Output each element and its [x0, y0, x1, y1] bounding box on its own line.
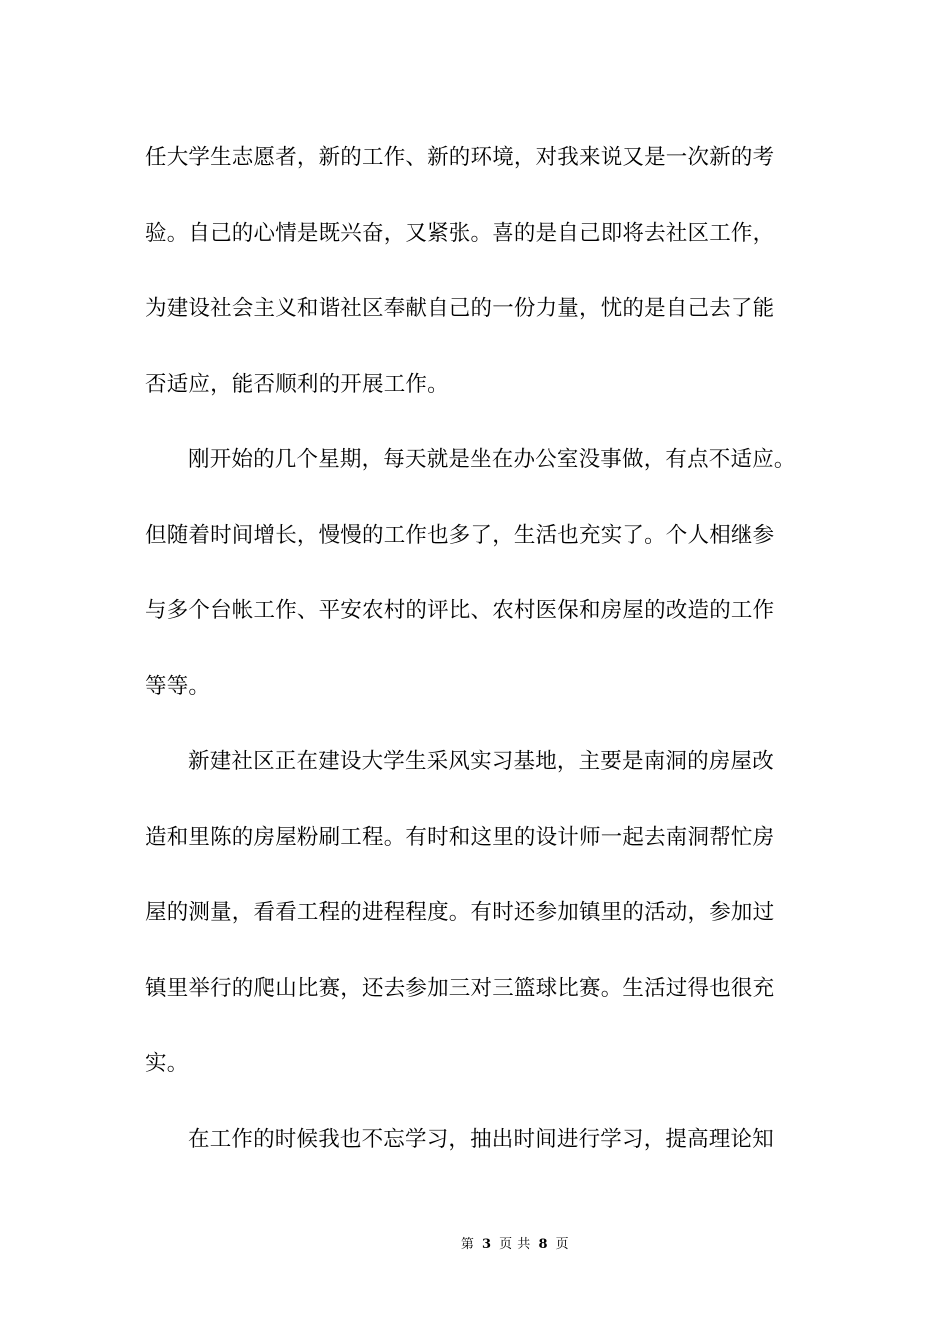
footer-suffix: 页 [555, 1237, 570, 1252]
text-line-8: 等等。 [145, 673, 211, 699]
page-footer [0, 1236, 950, 1254]
body-text [145, 130, 815, 1187]
text-line-12: 镇里举行的爬山比赛，还去参加三对三篮球比赛。生活过得也很充 [145, 975, 775, 1001]
page-number [461, 1236, 569, 1254]
text-line-1: 任大学生志愿者，新的工作、新的环境，对我来说又是一次新的考 [145, 145, 775, 170]
footer-middle: 页 共 [499, 1237, 531, 1252]
text-line-7: 与多个台帐工作、平安农村的评比、农村医保和房屋的改造的工作 [145, 598, 775, 623]
text-line-2: 验。自己的心情是既兴奋，又紧张。喜的是自己即将去社区工作， [145, 220, 775, 246]
text-line-13: 实。 [145, 1051, 189, 1076]
text-line-3: 为建设社会主义和谐社区奉献自己的一份力量，忧的是自己去了能 [145, 296, 775, 321]
text-line-9: 新建社区正在建设大学生采风实习基地，主要是南洞的房屋改 [188, 749, 774, 774]
text-line-5: 刚开始的几个星期，每天就是坐在办公室没事做，有点不适应。 [188, 447, 796, 472]
text-line-14: 在工作的时候我也不忘学习，抽出时间进行学习，提高理论知 [188, 1126, 774, 1152]
total-pages-number: 8 [538, 1237, 548, 1252]
text-line-11: 屋的测量，看看工程的进程程度。有时还参加镇里的活动，参加过 [145, 900, 775, 925]
text-line-10: 造和里陈的房屋粉刷工程。有时和这里的设计师一起去南洞帮忙房 [145, 824, 775, 850]
footer-prefix: 第 [460, 1237, 475, 1252]
current-page-number: 3 [481, 1237, 492, 1252]
text-line-4: 否适应，能否顺利的开展工作。 [145, 371, 449, 397]
text-line-6: 但随着时间增长，慢慢的工作也多了，生活也充实了。个人相继参 [145, 522, 775, 548]
